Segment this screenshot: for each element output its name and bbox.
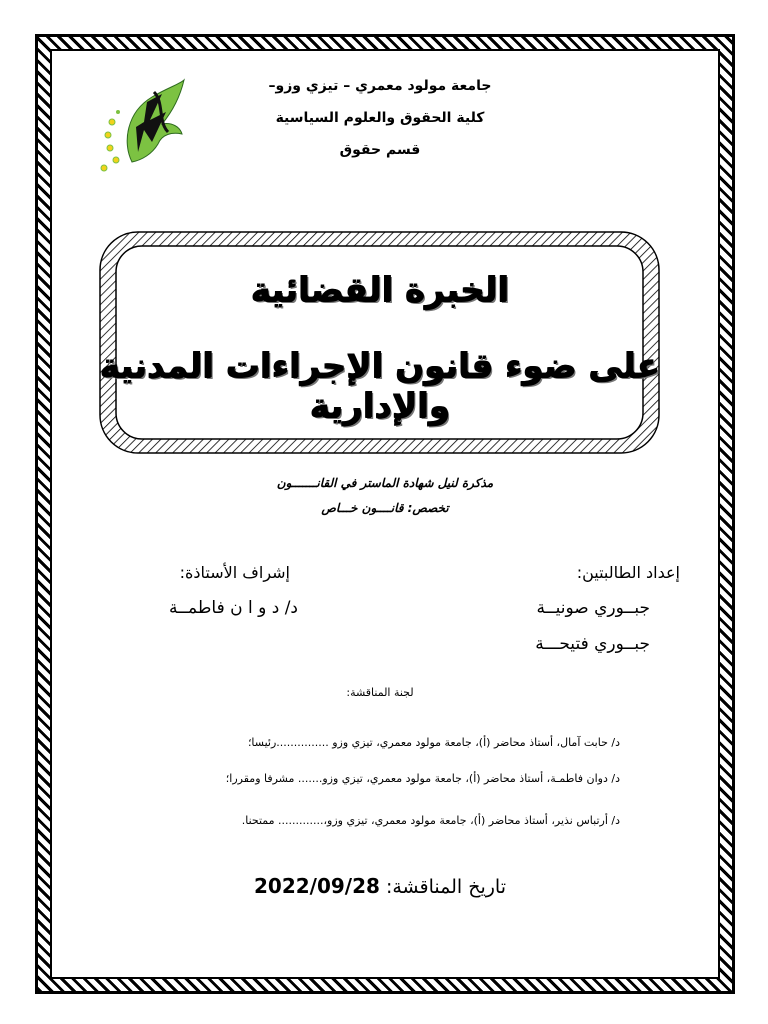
committee-title: لجنة المناقشة: — [346, 686, 414, 699]
faculty-name: كلية الحقوق والعلوم السياسية — [275, 110, 485, 126]
thesis-specialty: تخصص: قانــــون خـــاص — [321, 501, 449, 515]
university-logo-icon — [92, 72, 202, 177]
title-line-2: على ضوء قانون الإجراءات المدنية والإدارية — [99, 346, 660, 426]
student-name-2: جبــوري فتيحـــة — [535, 634, 650, 654]
supervisor-name: د/ د و ا ن فاطمــة — [168, 598, 298, 618]
title-frame — [98, 230, 661, 455]
committee-member-3: د/ أرتباس نذير، أستاذ محاضر (أ)، جامعة مولود معمري، تيزي وزو،............. ممتحنا. — [241, 814, 620, 827]
defense-date-label: تاريخ المناقشة: — [385, 876, 507, 898]
department-name: قسم حقوق — [339, 142, 421, 158]
committee-member-1: د/ حابت آمال، أستاذ محاضر (أ)، جامعة مولود معمري، تيزي وزو ...............رئيسا؛ — [247, 736, 620, 749]
defense-date-row — [200, 874, 560, 898]
supervisor-label: إشراف الأستاذة: — [179, 563, 290, 582]
title-line-1: الخبرة القضائية — [250, 270, 509, 310]
thesis-degree: مذكرة لنيل شهادة الماستر في القانـــــــون — [276, 476, 494, 490]
university-name: جامعة مولود معمري – تيزي وزو– — [268, 78, 492, 94]
students-label: إعداد الطالبتين: — [576, 563, 680, 582]
student-name-1: جبــوري صونيــة — [536, 598, 650, 618]
committee-member-2: د/ دوان فاطمـة، أستاذ محاضر (أ)، جامعة مولود معمري، تيزي وزو....... مشرفا ومقررا؛ — [225, 772, 620, 785]
defense-date-value: 2022/09/28 — [253, 874, 380, 898]
